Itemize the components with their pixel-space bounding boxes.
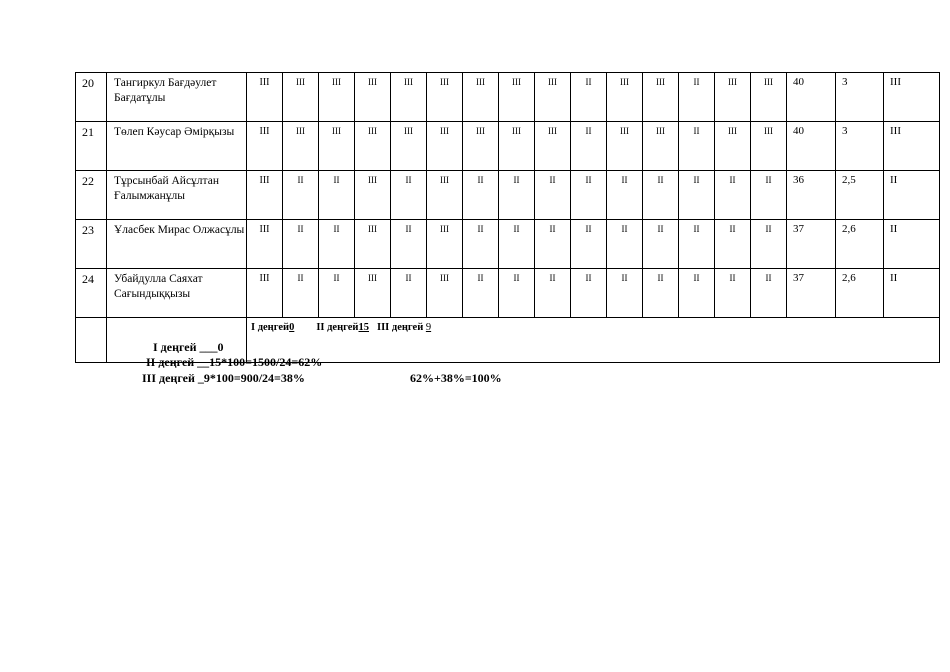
student-name-cell: Тангиркул Бағдәулет Бағдатұлы (107, 73, 247, 122)
level-cell: III (427, 269, 463, 318)
level-cell: II (319, 171, 355, 220)
level-cell: II (679, 73, 715, 122)
level-cell: II (463, 269, 499, 318)
total-score-cell: 37 (787, 269, 836, 318)
level-cell: III (427, 73, 463, 122)
level-cell: III (247, 269, 283, 318)
table-row (76, 122, 940, 171)
level-cell: II (283, 220, 319, 269)
student-name-cell: Ұласбек Мирас Олжасұлы (107, 220, 247, 269)
level-cell: III (751, 122, 787, 171)
level-cell: III (283, 122, 319, 171)
level-cell: II (571, 171, 607, 220)
level-cell: III (463, 122, 499, 171)
student-name-cell: Убайдулла Саяхат Сағындыққызы (107, 269, 247, 318)
level-cell: III (643, 73, 679, 122)
level-cell: II (643, 171, 679, 220)
level-cell: II (319, 269, 355, 318)
level-cell: II (571, 73, 607, 122)
assessment-table (75, 72, 940, 363)
level-cell: II (571, 220, 607, 269)
level-cell: II (499, 171, 535, 220)
summary-l2-label: II деңгей (316, 322, 359, 333)
table-row (76, 73, 940, 122)
level-cell: II (679, 269, 715, 318)
student-number-cell: 22 (76, 171, 107, 220)
level-cell: III (247, 122, 283, 171)
final-level-cell: II (884, 220, 940, 269)
summary-l1-value: 0 (289, 322, 295, 333)
level-cell: III (391, 122, 427, 171)
level-cell: III (247, 73, 283, 122)
level-cell: III (607, 122, 643, 171)
level-cell: II (283, 171, 319, 220)
level-cell: II (571, 122, 607, 171)
table-row (76, 171, 940, 220)
level-cell: III (427, 220, 463, 269)
level-cell: III (247, 220, 283, 269)
level-cell: III (499, 73, 535, 122)
level-cell: III (643, 122, 679, 171)
level-cell: II (607, 171, 643, 220)
summary-l1-label: I деңгей (251, 322, 290, 333)
summary-l2-value: 15 (358, 322, 369, 333)
level-cell: III (355, 220, 391, 269)
total-score-cell: 40 (787, 73, 836, 122)
level-cell: III (535, 122, 571, 171)
level-cell: III (391, 73, 427, 122)
calc-total: 62%+38%=100% (410, 371, 502, 385)
level-cell: III (247, 171, 283, 220)
level-cell: II (643, 220, 679, 269)
average-score-cell: 3 (836, 73, 884, 122)
level-cell: II (607, 269, 643, 318)
level-cell: III (427, 171, 463, 220)
average-score-cell: 2,6 (836, 220, 884, 269)
table-row (76, 220, 940, 269)
total-score-cell: 36 (787, 171, 836, 220)
total-score-cell: 40 (787, 122, 836, 171)
level-cell: II (283, 269, 319, 318)
level-cell: II (679, 122, 715, 171)
level-cell: II (391, 269, 427, 318)
level-cell: II (463, 220, 499, 269)
calc-level-3: III деңгей _9*100=900/24=38% (142, 371, 305, 385)
level-cell: II (391, 171, 427, 220)
level-cell: II (319, 220, 355, 269)
level-cell: III (715, 73, 751, 122)
average-score-cell: 2,6 (836, 269, 884, 318)
level-cell: II (715, 171, 751, 220)
level-cell: III (355, 171, 391, 220)
total-score-cell: 37 (787, 220, 836, 269)
student-number-cell: 24 (76, 269, 107, 318)
calc-level-1: I деңгей ___0 (153, 340, 224, 354)
level-cell: II (571, 269, 607, 318)
level-cell: II (751, 220, 787, 269)
level-cell: III (355, 122, 391, 171)
level-cell: III (427, 122, 463, 171)
student-name-cell: Төлеп Кәусар Әмірқызы (107, 122, 247, 171)
level-cell: II (535, 171, 571, 220)
student-number-cell: 21 (76, 122, 107, 171)
level-cell: II (499, 269, 535, 318)
final-level-cell: III (884, 122, 940, 171)
student-name-cell: Тұрсынбай Айсұлтан Ғалымжанұлы (107, 171, 247, 220)
final-level-cell: III (884, 73, 940, 122)
level-cell: II (535, 220, 571, 269)
table-row (76, 269, 940, 318)
summary-l3-value: 9 (425, 322, 432, 333)
level-cell: III (607, 73, 643, 122)
summary-levels-cell (247, 318, 940, 363)
level-cell: II (463, 171, 499, 220)
level-cell: II (715, 269, 751, 318)
level-cell: III (499, 122, 535, 171)
level-cell: II (535, 269, 571, 318)
summary-num-cell (76, 318, 107, 363)
level-cell: III (535, 73, 571, 122)
calc-level-2: II деңгей __15*100=1500/24=62% (146, 355, 323, 369)
level-cell: II (715, 220, 751, 269)
level-cell: III (463, 73, 499, 122)
summary-l3-label: III деңгей (377, 322, 424, 333)
student-number-cell: 20 (76, 73, 107, 122)
level-cell: II (679, 220, 715, 269)
level-cell: III (715, 122, 751, 171)
student-number-cell: 23 (76, 220, 107, 269)
final-level-cell: II (884, 171, 940, 220)
level-cell: II (679, 171, 715, 220)
level-cell: III (319, 122, 355, 171)
level-cell: II (499, 220, 535, 269)
level-cell: III (355, 73, 391, 122)
level-cell: III (283, 73, 319, 122)
level-cell: II (391, 220, 427, 269)
average-score-cell: 2,5 (836, 171, 884, 220)
average-score-cell: 3 (836, 122, 884, 171)
level-cell: III (319, 73, 355, 122)
level-cell: II (751, 269, 787, 318)
final-level-cell: II (884, 269, 940, 318)
level-cell: II (643, 269, 679, 318)
level-cell: II (751, 171, 787, 220)
level-cell: III (355, 269, 391, 318)
level-cell: II (607, 220, 643, 269)
level-cell: III (751, 73, 787, 122)
